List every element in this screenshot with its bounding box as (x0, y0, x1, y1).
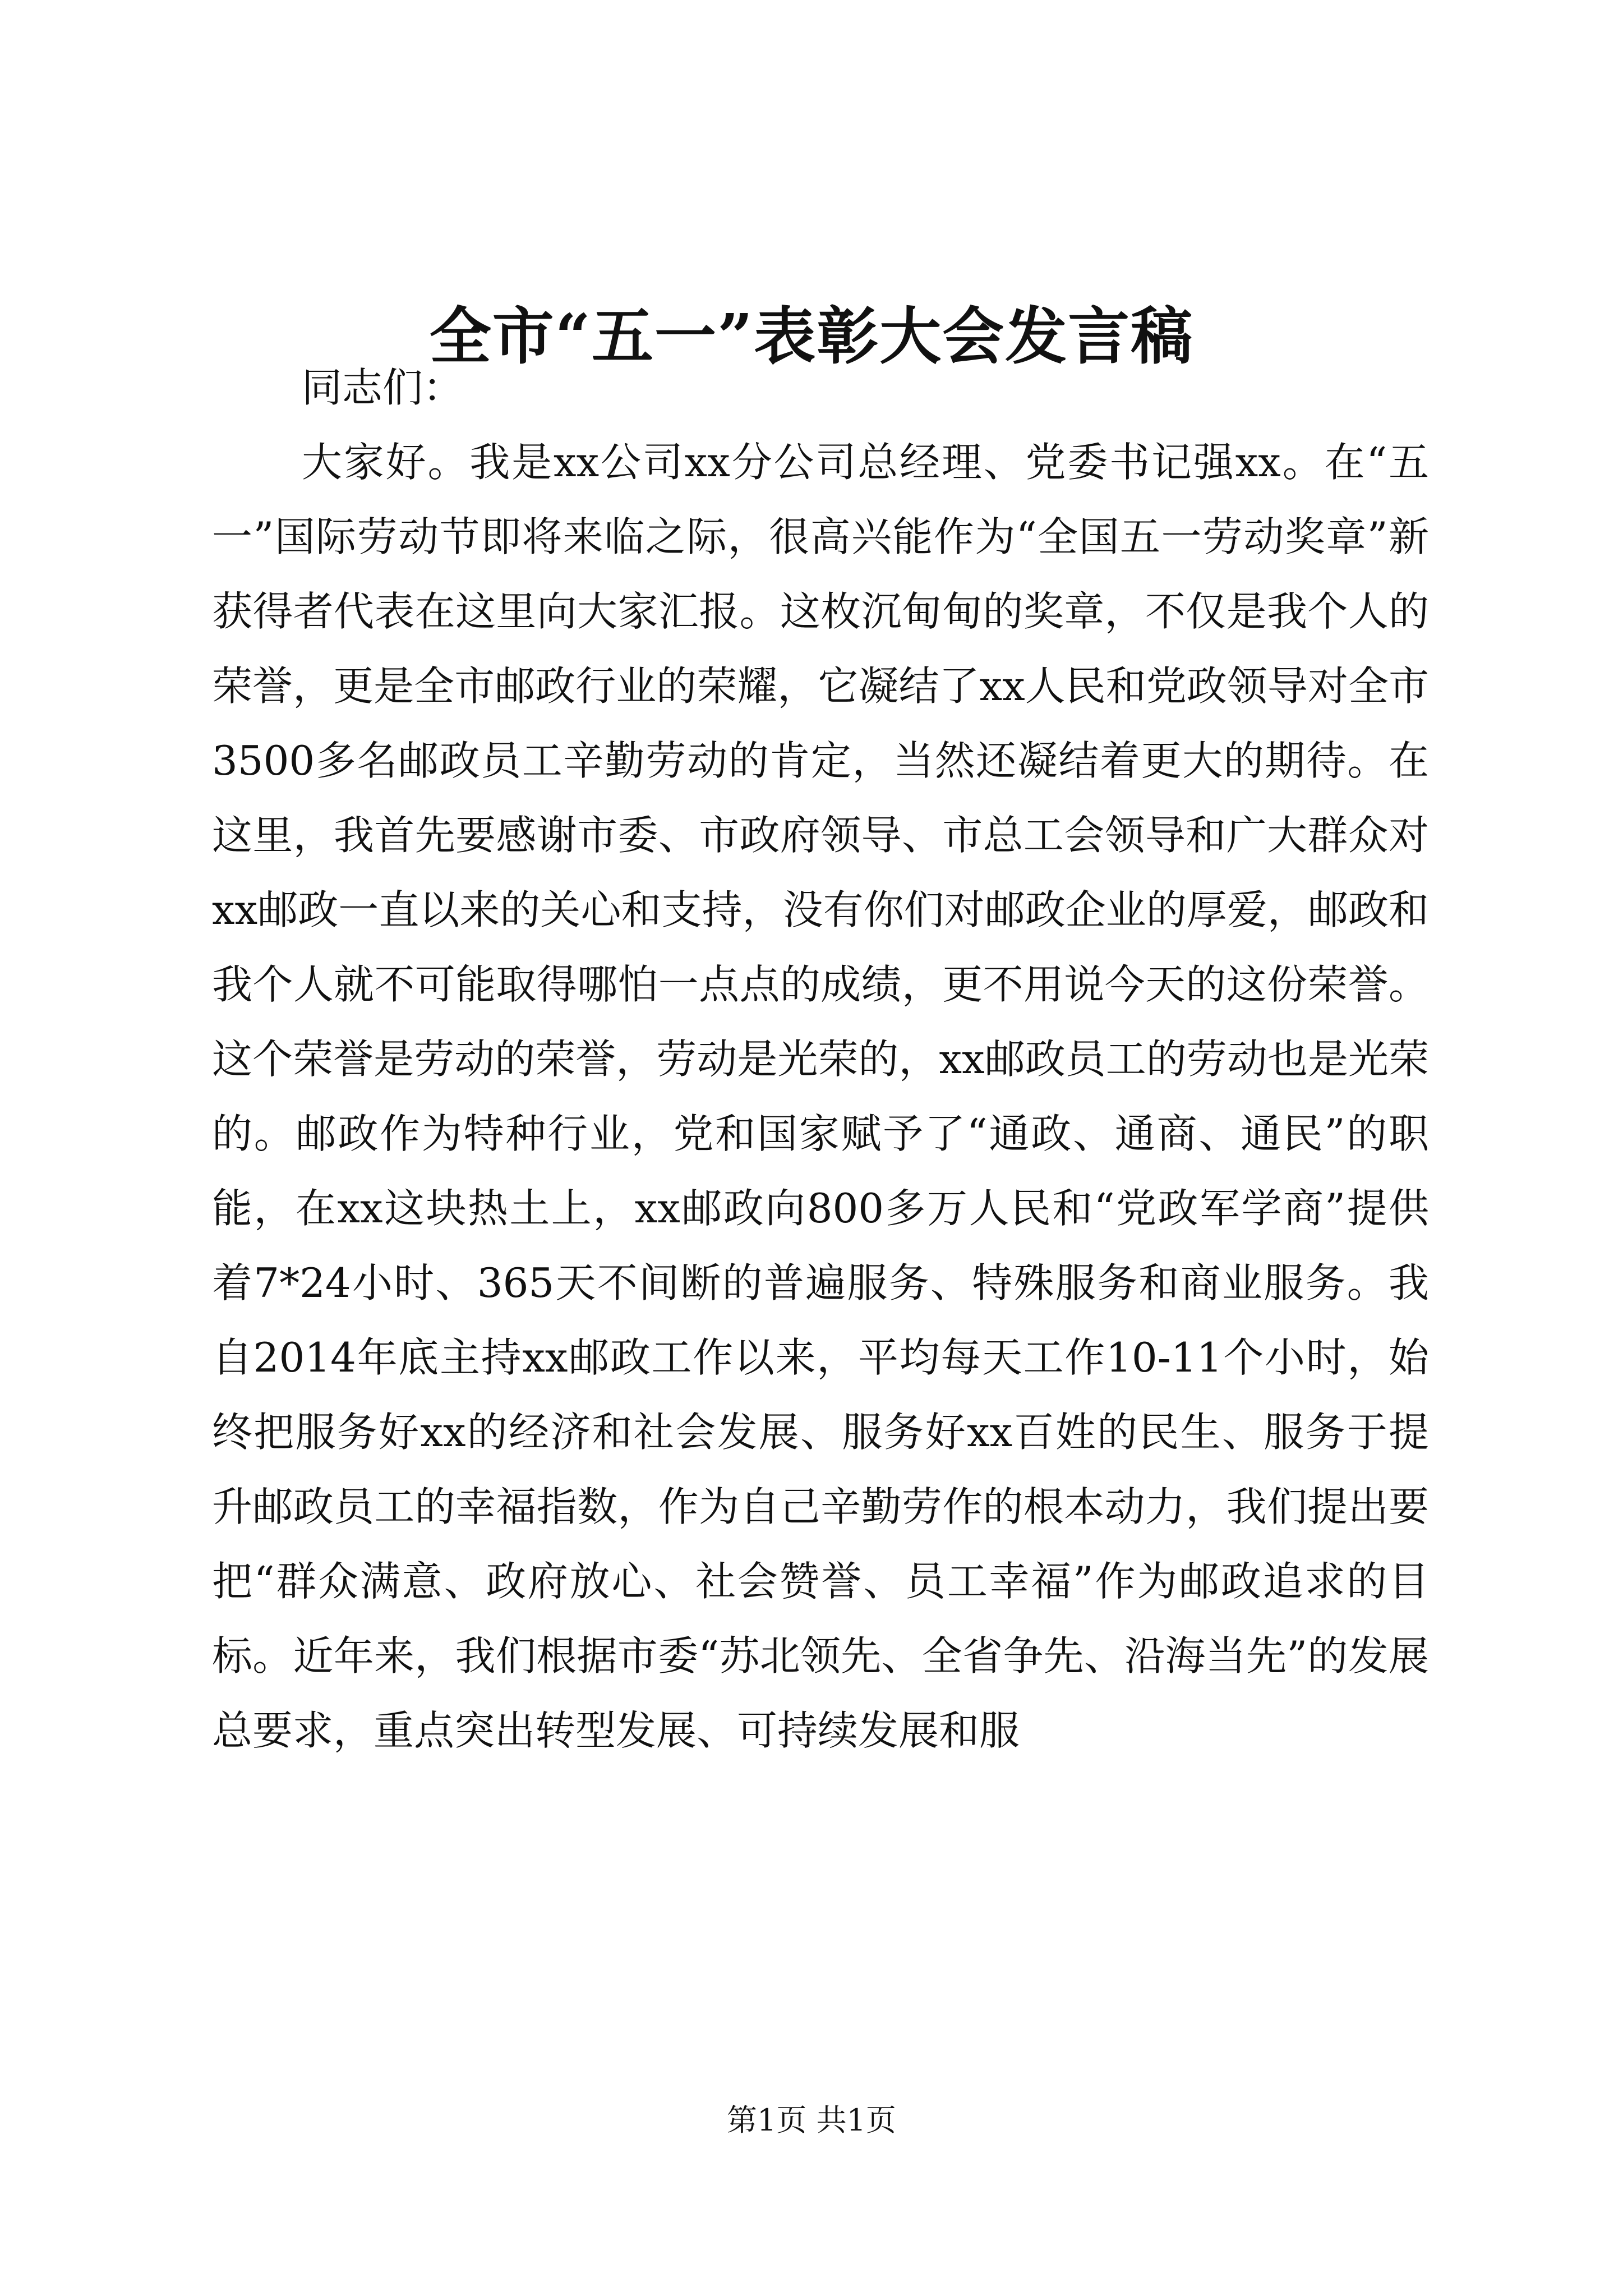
page-footer: 第1页 共1页 (727, 2102, 896, 2138)
salutation: 同志们： (302, 364, 464, 411)
document-body (212, 351, 1429, 1768)
document-title: 全市“五一”表彰大会发言稿 (429, 300, 1194, 372)
body-paragraph: 大家好。我是xx公司xx分公司总经理、党委书记强xx。在“五一”国际劳动节即将来临之际，很高兴能作为“全国五一劳动奖章”新获得者代表在这里向大家汇报。这枚沉甸甸的奖章，不仅是我个人的荣誉，更是全市邮政行业的荣耀，它凝结了xx人民和党政领导对全市3500多名邮政员工辛勤劳动的肯定，当然还凝结着更大的期待。在这里，我首先要感谢市委、市政府领导、市总工会领导和广大群众对xx邮政一直以来的关心和支持，没有你们对邮政企业的厚爱，邮政和我个人就不可能取得哪怕一点点的成绩，更不用说今天的这份荣誉。这个荣誉是劳动的荣誉，劳动是光荣的，xx邮政员工的劳动也是光荣的。邮政作为特种行业，党和国家赋予了“通政、通商、通民”的职能，在xx这块热土上，xx邮政向800多万人民和“党政军学商”提供着7*24小时、365天不间断的普遍服务、特殊服务和商业服务。我自2014年底主持xx邮政工作以来，平均每天工作10-11个小时，始终把服务好xx的经济和社会发展、服务好xx百姓的民生、服务于提升邮政员工的幸福指数，作为自己辛勤劳作的根本动力，我们提出要把“群众满意、政府放心、社会赞誉、员工幸福”作为邮政追求的目标。近年来，我们根据市委“苏北领先、全省争先、沿海当先”的发展总要求，重点突出转型发展、可持续发展和服 (212, 439, 1429, 1754)
